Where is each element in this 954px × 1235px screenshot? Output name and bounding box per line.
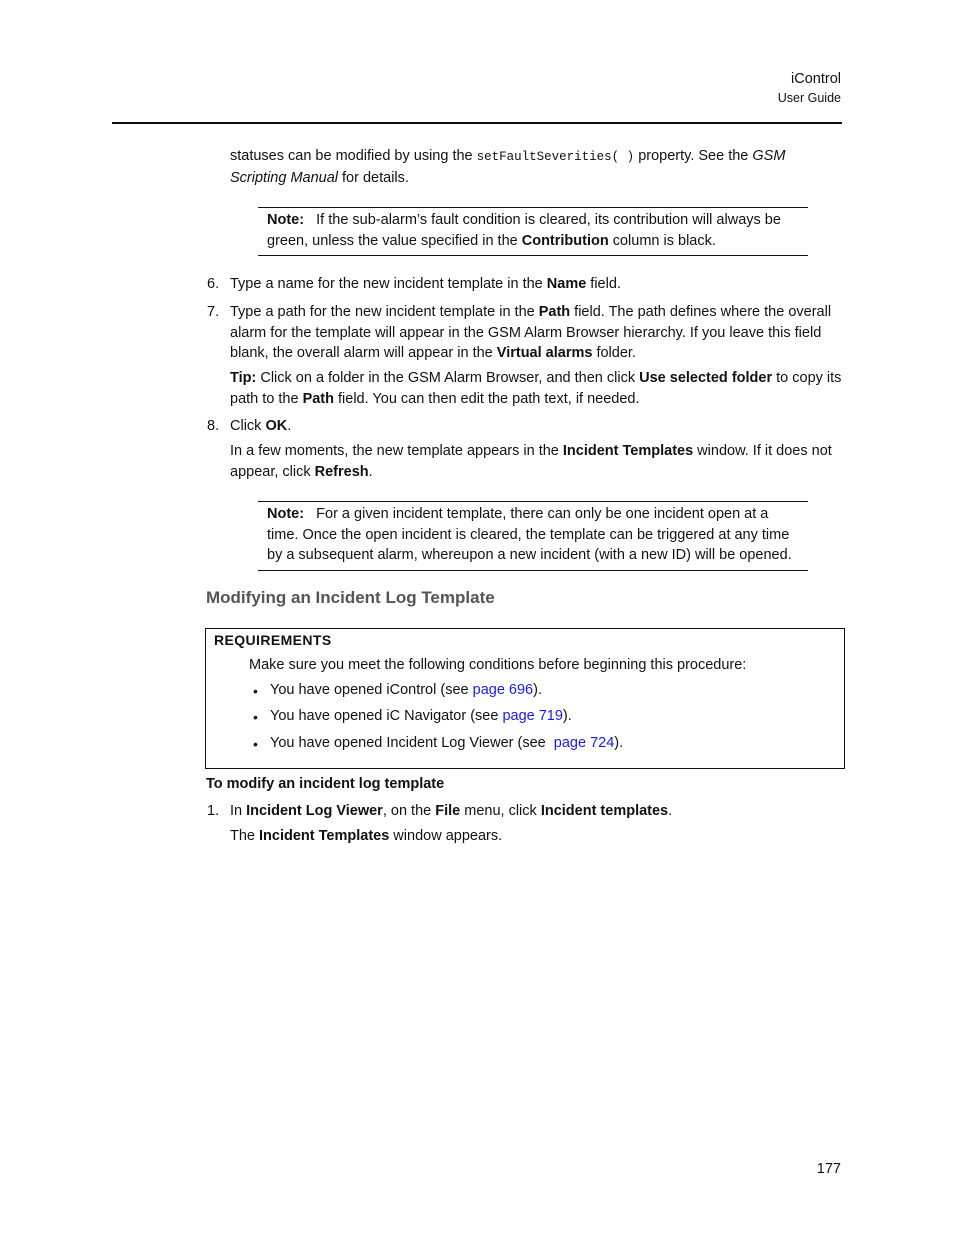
- step-number: 1.: [207, 803, 220, 819]
- procedure-heading: To modify an incident log template: [206, 776, 445, 792]
- step-number: 8.: [207, 418, 220, 434]
- step-number: 6.: [207, 276, 220, 292]
- page-number: 177: [816, 1161, 841, 1177]
- requirement-item: You have opened iC Navigator (see page 719).: [270, 708, 572, 724]
- step-8-text: Click OK.: [230, 418, 292, 434]
- bullet-icon: •: [253, 709, 258, 725]
- header-rule: [112, 122, 842, 124]
- requirement-item: You have opened Incident Log Viewer (see page 724).: [270, 735, 624, 751]
- section-heading: Modifying an Incident Log Template: [206, 588, 495, 607]
- step-8-result: In a few moments, the new template appears in the Incident Templates window. If it does not appear, click Refresh.: [230, 443, 832, 480]
- procedure-step-1: In Incident Log Viewer, on the File menu, click Incident templates.: [230, 803, 673, 819]
- requirements-intro: Make sure you meet the following conditions before beginning this procedure:: [249, 657, 747, 673]
- running-header-subtitle: User Guide: [777, 91, 841, 105]
- bullet-icon: •: [253, 683, 258, 699]
- note-label: Note:: [267, 212, 305, 228]
- requirements-title: REQUIREMENTS: [214, 632, 332, 648]
- step-number: 7.: [207, 304, 220, 320]
- running-header-title: iControl: [791, 71, 841, 87]
- requirement-item: You have opened iControl (see page 696).: [270, 682, 542, 698]
- note-box: Note: For a given incident template, there can only be one incident open at a time. Once the open incident is cleared, the template can be triggered at any time by a subsequent alarm, whereupon a new incident (with a new ID) will be opened.: [258, 501, 808, 571]
- step-7-text: Type a path for the new incident template in the Path field. The path defines where the overall alarm for the template will appear in the GSM Alarm Browser hierarchy. If you leave this field blank, the overall alarm will appear in the Virtual alarms folder.: [230, 304, 832, 361]
- tip-paragraph: Tip: Click on a folder in the GSM Alarm Browser, and then click Use selected folder to copy its path to the Path field. You can then edit the path text, if needed.: [230, 370, 842, 407]
- code-snippet: setFaultSeverities( ): [476, 150, 635, 164]
- note-box: Note: If the sub-alarm’s fault condition is cleared, its contribution will always be green, unless the value specified in the Contribution column is black.: [258, 207, 808, 256]
- tip-label: Tip:: [230, 370, 257, 386]
- intro-paragraph: statuses can be modified by using the setFaultSeverities( ) property. See the GSM Scripting Manual for details.: [230, 148, 786, 186]
- page-link[interactable]: page 696: [472, 682, 534, 698]
- procedure-step-1-result: The Incident Templates window appears.: [230, 828, 503, 844]
- note-label: Note:: [267, 506, 305, 522]
- manual-title: GSM Scripting Manual: [230, 148, 786, 186]
- bullet-icon: •: [253, 736, 258, 752]
- page-link[interactable]: page 724: [553, 735, 615, 751]
- page-link[interactable]: page 719: [502, 708, 563, 724]
- step-6-text: Type a name for the new incident template in the Name field.: [230, 276, 621, 292]
